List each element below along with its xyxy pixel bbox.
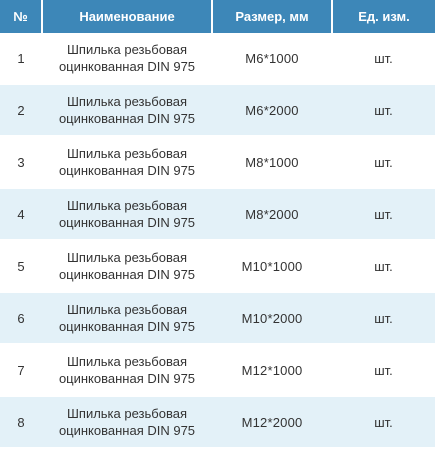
cell-size: M6*2000	[212, 84, 332, 136]
cell-unit: шт.	[332, 396, 435, 448]
name-line-2: оцинкованная DIN 975	[58, 371, 196, 386]
cell-size: M10*2000	[212, 292, 332, 344]
name-line-2: оцинкованная DIN 975	[58, 423, 196, 438]
cell-number: 1	[0, 33, 42, 84]
name-line-1: Шпилька резьбовая	[66, 302, 187, 317]
cell-size: M6*1000	[212, 33, 332, 84]
cell-name	[42, 33, 212, 84]
table-row	[0, 188, 435, 240]
cell-unit: шт.	[332, 136, 435, 188]
name-line-1: Шпилька резьбовая	[66, 42, 187, 57]
table-row	[0, 136, 435, 188]
header-unit: Ед. изм.	[332, 0, 435, 33]
header-name: Наименование	[42, 0, 212, 33]
cell-number: 6	[0, 292, 42, 344]
table-row	[0, 240, 435, 292]
header-size: Размер, мм	[212, 0, 332, 33]
cell-size: M12*2000	[212, 396, 332, 448]
cell-unit: шт.	[332, 344, 435, 396]
name-line-1: Шпилька резьбовая	[66, 354, 187, 369]
cell-unit: шт.	[332, 292, 435, 344]
cell-unit: шт.	[332, 188, 435, 240]
name-line-2: оцинкованная DIN 975	[58, 319, 196, 334]
header-row	[0, 0, 435, 33]
cell-unit: шт.	[332, 33, 435, 84]
name-line-2: оцинкованная DIN 975	[58, 215, 196, 230]
name-line-1: Шпилька резьбовая	[66, 94, 187, 109]
cell-unit: шт.	[332, 84, 435, 136]
cell-name	[42, 344, 212, 396]
cell-number: 7	[0, 344, 42, 396]
cell-number: 8	[0, 396, 42, 448]
cell-number: 2	[0, 84, 42, 136]
cell-number: 5	[0, 240, 42, 292]
name-line-1: Шпилька резьбовая	[66, 198, 187, 213]
cell-size: M10*1000	[212, 240, 332, 292]
table-header	[0, 0, 435, 33]
header-number: №	[0, 0, 42, 33]
cell-name	[42, 396, 212, 448]
name-line-2: оцинкованная DIN 975	[58, 267, 196, 282]
cell-number: 4	[0, 188, 42, 240]
name-line-1: Шпилька резьбовая	[66, 250, 187, 265]
cell-name	[42, 292, 212, 344]
table-row	[0, 33, 435, 84]
name-line-2: оцинкованная DIN 975	[58, 163, 196, 178]
cell-name	[42, 240, 212, 292]
table-row	[0, 84, 435, 136]
cell-number: 3	[0, 136, 42, 188]
table-row	[0, 396, 435, 448]
cell-name	[42, 188, 212, 240]
cell-name	[42, 136, 212, 188]
name-line-1: Шпилька резьбовая	[66, 146, 187, 161]
cell-size: M12*1000	[212, 344, 332, 396]
cell-unit: шт.	[332, 240, 435, 292]
cell-name	[42, 84, 212, 136]
cell-size: M8*1000	[212, 136, 332, 188]
table-row	[0, 344, 435, 396]
name-line-1: Шпилька резьбовая	[66, 406, 187, 421]
name-line-2: оцинкованная DIN 975	[58, 59, 196, 74]
table-row	[0, 292, 435, 344]
table-body	[0, 33, 435, 448]
name-line-2: оцинкованная DIN 975	[58, 111, 196, 126]
cell-size: M8*2000	[212, 188, 332, 240]
